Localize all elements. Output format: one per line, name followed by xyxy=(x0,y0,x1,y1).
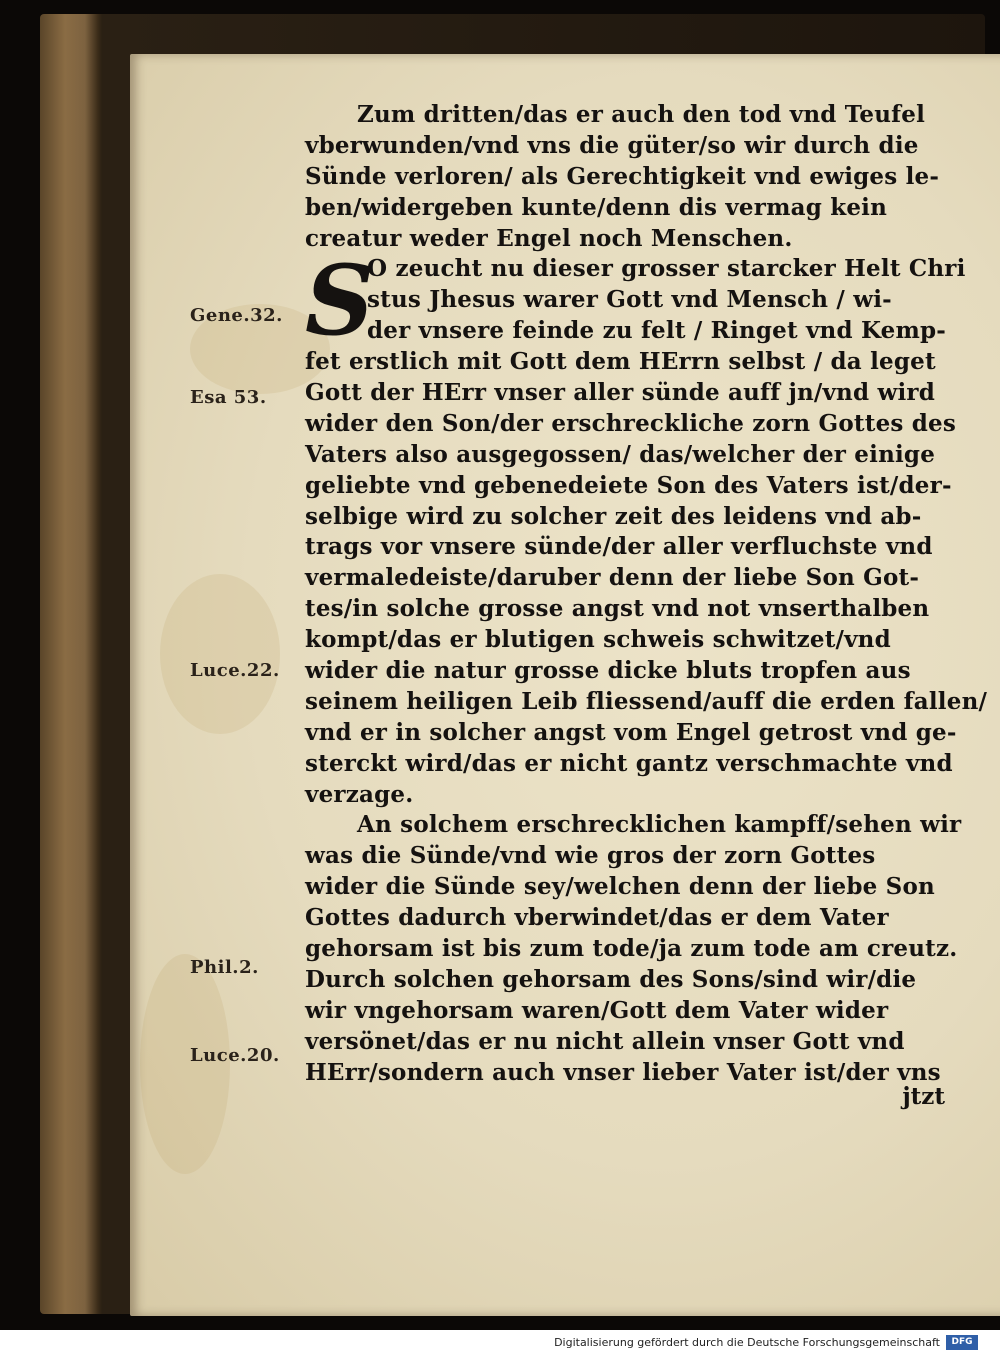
text-line: versönet/das er nu nicht allein vnser Gott vnd xyxy=(305,1027,905,1055)
text-line: geliebte vnd gebenedeiete Son des Vaters ist/der- xyxy=(305,471,952,499)
funding-credit: Digitalisierung gefördert durch die Deutsche Forschungsgemeinschaft xyxy=(554,1336,940,1349)
text-line: der vnsere feinde zu felt / Ringet vnd Kemp- xyxy=(367,317,947,345)
text-line: tes/in solche grosse angst vnd not vnserthalben xyxy=(305,595,930,623)
text-line: wider die Sünde sey/welchen denn der liebe Son xyxy=(305,873,935,901)
margin-note-esa: Esa 53. xyxy=(190,387,267,408)
text-line: Gott der HErr vnser aller sünde auff jn/vnd wird xyxy=(305,379,936,407)
text-line: fet erstlich mit Gott dem HErrn selbst / da leget xyxy=(305,348,936,376)
footer-bar xyxy=(0,1330,1000,1357)
text-line: kompt/das er blutigen schweis schwitzet/vnd xyxy=(305,626,891,654)
text-line: wider die natur grosse dicke bluts tropfen aus xyxy=(305,657,911,685)
text-line: was die Sünde/vnd wie gros der zorn Gottes xyxy=(305,842,876,870)
margin-note-phil: Phil.2. xyxy=(190,957,259,978)
text-line: sterckt wird/das er nicht gantz verschmachte vnd xyxy=(305,749,953,777)
text-line: O zeucht nu dieser grosser starcker Helt Chri xyxy=(367,255,966,283)
text-line: creatur weder Engel noch Menschen. xyxy=(305,224,793,252)
margin-note-luce-22: Luce.22. xyxy=(190,660,280,681)
dfg-logo[interactable]: DFG xyxy=(946,1335,978,1350)
text-line: Gottes dadurch vberwindet/das er dem Vater xyxy=(305,904,889,932)
margin-note-luce-20: Luce.20. xyxy=(190,1045,280,1066)
drop-cap: S xyxy=(305,244,375,357)
body-text xyxy=(305,100,988,1089)
text-line: wir vngehorsam waren/Gott dem Vater wider xyxy=(305,996,889,1024)
text-line: vberwunden/vnd vns die güter/so wir durch die xyxy=(305,131,919,159)
text-line: verzage. xyxy=(305,780,414,808)
text-line: An solchem erschrecklichen kampff/sehen wir xyxy=(357,811,962,839)
text-line: vnd er in solcher angst vom Engel getrost vnd ge- xyxy=(305,718,957,746)
text-line: Zum dritten/das er auch den tod vnd Teufel xyxy=(357,101,926,128)
text-line: trags vor vnsere sünde/der aller verfluchste vnd xyxy=(305,533,933,561)
text-line: HErr/sondern auch vnser lieber Vater ist/der vns xyxy=(305,1058,941,1086)
text-line: ben/widergeben kunte/denn dis vermag kein xyxy=(305,193,888,221)
text-line: wider den Son/der erschreckliche zorn Gottes des xyxy=(305,409,957,437)
text-line: seinem heiligen Leib fliessend/auff die erden fallen/ xyxy=(305,687,988,715)
text-line: Durch solchen gehorsam des Sons/sind wir/die xyxy=(305,965,917,993)
text-line: selbige wird zu solcher zeit des leidens vnd ab- xyxy=(305,502,922,530)
text-line: stus Jhesus warer Gott vnd Mensch / wi- xyxy=(367,286,892,314)
text-line: gehorsam ist bis zum tode/ja zum tode am creutz. xyxy=(305,935,958,963)
catchword: jtzt xyxy=(902,1083,945,1110)
text-line: Vaters also ausgegossen/ das/welcher der einige xyxy=(305,440,936,468)
text-line: Sünde verloren/ als Gerechtigkeit vnd ewiges le- xyxy=(305,162,940,190)
margin-note-gene: Gene.32. xyxy=(190,305,283,326)
text-line: vermaledeiste/daruber denn der liebe Son Got- xyxy=(305,564,920,592)
